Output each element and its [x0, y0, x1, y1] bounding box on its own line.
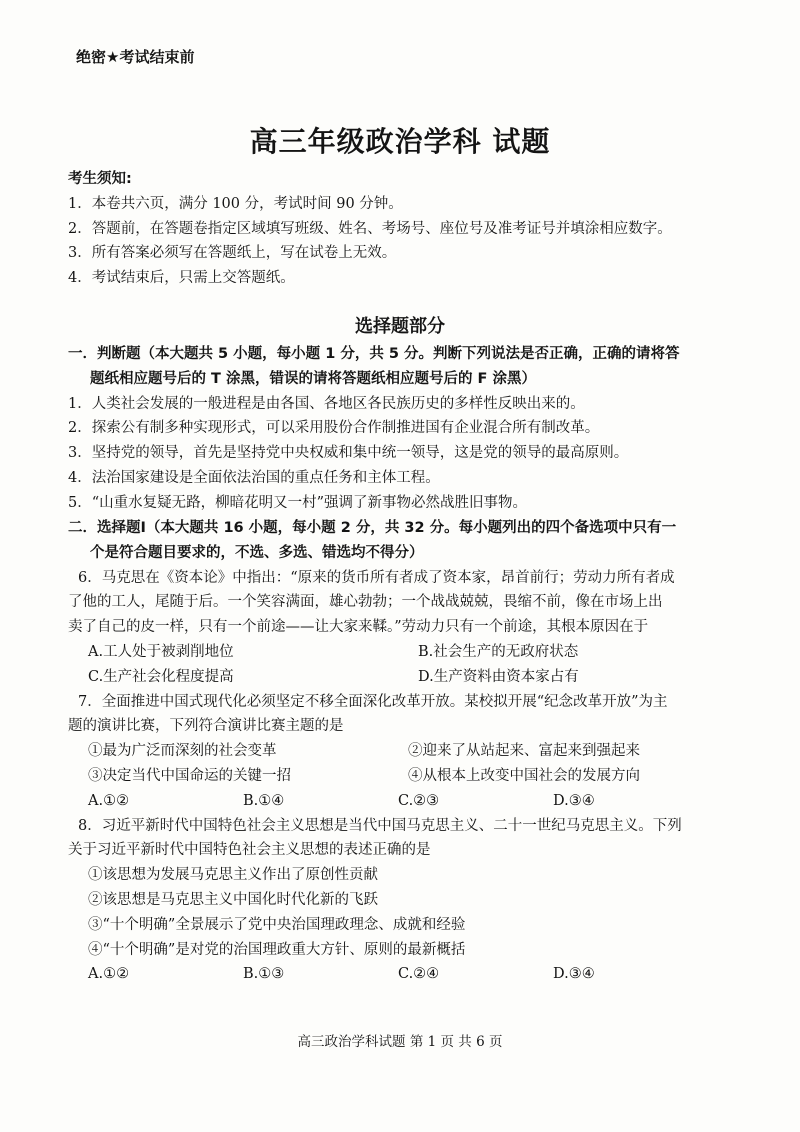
option-row — [68, 640, 748, 665]
option-c: C.生产社会化程度提高 — [88, 668, 234, 685]
option-row — [68, 962, 748, 987]
part2-multiple-choice — [68, 516, 748, 987]
confidential-mark: 绝密★考试结束前 — [76, 48, 195, 66]
question-stem: 8．习近平新时代中国特色社会主义思想是当代中国马克思主义、二十一世纪马克思主义。下列 — [78, 817, 682, 834]
part2-header: 个是符合题目要求的，不选、多选、错选均不得分） — [90, 544, 424, 561]
part1-true-false — [68, 342, 748, 516]
option-a: A.工人处于被剥削地位 — [88, 643, 234, 660]
option-b: B.社会生产的无政府状态 — [418, 643, 579, 660]
option-row — [68, 789, 748, 814]
statement-row — [68, 739, 748, 764]
notice-item: 2．答题前，在答题卷指定区域填写班级、姓名、考场号、座位号及准考证号并填涂相应数字。 — [68, 220, 672, 237]
question-7 — [68, 690, 748, 814]
exam-notice — [68, 166, 748, 290]
section-title: 选择题部分 — [355, 316, 445, 337]
option-b: B.①③ — [243, 966, 285, 983]
question-stem: 关于习近平新时代中国特色社会主义思想的表述正确的是 — [68, 842, 431, 859]
statement-2: ②迎来了从站起来、富起来到强起来 — [408, 743, 640, 760]
option-d: D.③④ — [553, 966, 595, 983]
option-a: A.①② — [88, 792, 130, 809]
part2-header: 二．选择题Ⅰ（本大题共 16 小题，每小题 2 分，共 32 分。每小题列出的四个备选项中只有一 — [68, 520, 677, 536]
statement-4: ④从根本上改变中国社会的发展方向 — [408, 767, 640, 784]
statement-1: ①该思想为发展马克思主义作出了原创性贡献 — [88, 867, 378, 884]
option-b: B.①④ — [243, 792, 285, 809]
option-d: D.③④ — [553, 792, 595, 809]
notice-item: 1．本卷共六页，满分 100 分，考试时间 90 分钟。 — [68, 196, 403, 212]
notice-item: 4．考试结束后，只需上交答题纸。 — [68, 269, 295, 286]
page-title: 高三年级政治学科 试题 — [249, 125, 551, 158]
part1-header: 题纸相应题号后的 T 涂黑，错误的请将答题纸相应题号后的 F 涂黑） — [90, 370, 536, 387]
part1-header: 一．判断题（本大题共 5 小题，每小题 1 分，共 5 分。判断下列说法是否正确，正确的请将答 — [68, 346, 680, 362]
question-stem: 6．马克思在《资本论》中指出：“原来的货币所有者成了资本家，昂首前行；劳动力所有者成 — [78, 569, 675, 586]
statement-row — [68, 764, 748, 789]
statement-2: ②该思想是马克思主义中国化时代化新的飞跃 — [88, 891, 378, 908]
judge-item: 3．坚持党的领导，首先是坚持党中央权威和集中统一领导，这是党的领导的最高原则。 — [68, 445, 629, 462]
notice-heading: 考生须知: — [68, 171, 132, 187]
option-c: C.②③ — [398, 792, 440, 809]
statement-1: ①最为广泛而深刻的社会变革 — [88, 743, 277, 760]
question-6 — [68, 566, 748, 690]
statement-3: ③决定当代中国命运的关键一招 — [88, 767, 291, 784]
question-stem: 了他的工人，尾随于后。一个笑容满面，雄心勃勃；一个战战兢兢，畏缩不前，像在市场上出 — [68, 594, 663, 611]
judge-item: 4．法治国家建设是全面依法治国的重点任务和主体工程。 — [68, 469, 440, 486]
statement-3: ③“十个明确”全景展示了党中央治国理政理念、成就和经验 — [88, 916, 466, 933]
option-c: C.②④ — [398, 966, 440, 983]
judge-item: 2．探索公有制多种实现形式，可以采用股份合作制推进国有企业混合所有制改革。 — [68, 420, 600, 437]
question-stem: 7．全面推进中国式现代化必须坚定不移全面深化改革开放。某校拟开展“纪念改革开放”为主 — [78, 693, 668, 710]
page-footer: 高三政治学科试题 第 1 页 共 6 页 — [297, 1034, 503, 1050]
option-a: A.①② — [88, 966, 130, 983]
question-8 — [68, 814, 748, 988]
option-row — [68, 665, 748, 690]
judge-item: 1．人类社会发展的一般进程是由各国、各地区各民族历史的多样性反映出来的。 — [68, 395, 585, 412]
question-stem: 题的演讲比赛，下列符合演讲比赛主题的是 — [68, 718, 344, 735]
question-stem: 卖了自己的皮一样，只有一个前途——让大家来鞣。”劳动力只有一个前途，其根本原因在于 — [68, 619, 649, 636]
statement-4: ④“十个明确”是对党的治国理政重大方针、原则的最新概括 — [88, 941, 466, 958]
option-d: D.生产资料由资本家占有 — [418, 668, 579, 685]
judge-item: 5．“山重水复疑无路，柳暗花明又一村”强调了新事物必然战胜旧事物。 — [68, 494, 528, 511]
notice-item: 3．所有答案必须写在答题纸上，写在试卷上无效。 — [68, 245, 397, 261]
